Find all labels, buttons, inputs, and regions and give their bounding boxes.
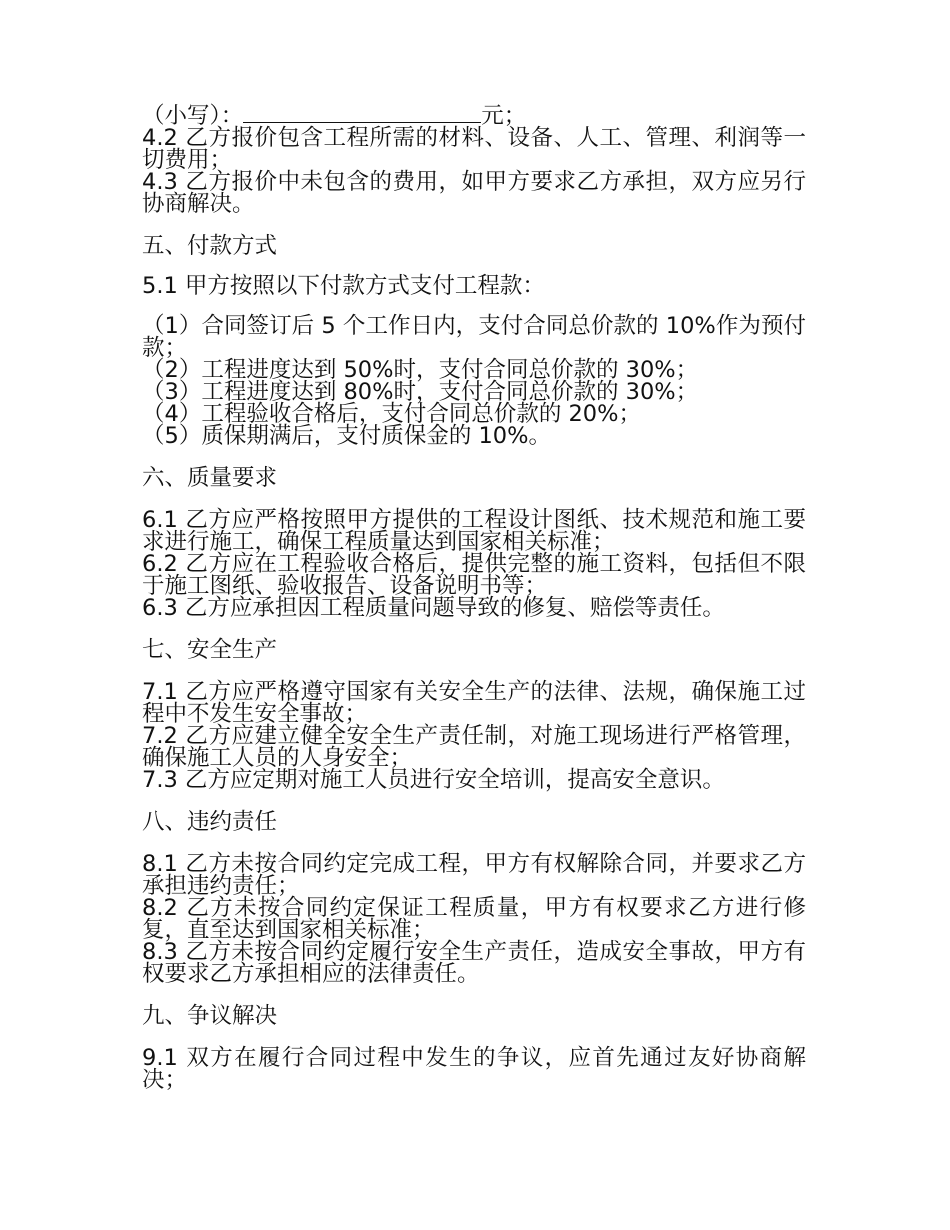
clause-8-3: 8.3 乙方未按合同约定履行安全生产责任，造成安全事故，甲方有权要求乙方承担相应的法律责任。 (142, 939, 806, 987)
clause-7-1: 7.1 乙方应严格遵守国家有关安全生产的法律、法规，确保施工过程中不发生安全事故； (142, 679, 806, 727)
amount-blank-field (243, 104, 481, 123)
clause-7-3: 7.3 乙方应定期对施工人员进行安全培训，提高安全意识。 (142, 767, 725, 793)
section-5-heading: 五、付款方式 (142, 233, 278, 259)
clause-9-1: 9.1 双方在履行合同过程中发生的争议，应首先通过友好协商解决； (142, 1045, 806, 1093)
section-6-heading: 六、质量要求 (142, 465, 278, 491)
payment-item-2: （2）工程进度达到 50%时，支付合同总价款的 30%； (142, 357, 699, 383)
clause-6-2: 6.2 乙方应在工程验收合格后，提供完整的施工资料，包括但不限于施工图纸、验收报告、设备说明书等； (142, 551, 806, 599)
clause-6-3: 6.3 乙方应承担因工程质量问题导致的修复、赔偿等责任。 (142, 595, 725, 621)
section-9-heading: 九、争议解决 (142, 1003, 278, 1029)
amount-small-prefix: （小写）： (142, 103, 244, 129)
amount-small-line (142, 104, 806, 127)
section-7-heading: 七、安全生产 (142, 637, 278, 663)
clause-6-1: 6.1 乙方应严格按照甲方提供的工程设计图纸、技术规范和施工要求进行施工，确保工程质量达到国家相关标准； (142, 507, 806, 555)
payment-item-1: （1）合同签订后 5 个工作日内，支付合同总价款的 10%作为预付款； (142, 313, 806, 361)
contract-page (142, 104, 806, 1091)
clause-8-2: 8.2 乙方未按合同约定保证工程质量，甲方有权要求乙方进行修复，直至达到国家相关标准； (142, 895, 806, 943)
clause-4-2: 4.2 乙方报价包含工程所需的材料、设备、人工、管理、利润等一切费用； (142, 125, 806, 173)
amount-small-suffix: 元； (481, 103, 527, 129)
payment-item-5: （5）质保期满后，支付质保金的 10%。 (142, 423, 551, 449)
clause-8-1: 8.1 乙方未按合同约定完成工程，甲方有权解除合同，并要求乙方承担违约责任； (142, 851, 806, 899)
payment-item-3: （3）工程进度达到 80%时，支付合同总价款的 30%； (142, 379, 699, 405)
clause-5-1: 5.1 甲方按照以下付款方式支付工程款： (142, 273, 545, 299)
clause-4-3: 4.3 乙方报价中未包含的费用，如甲方要求乙方承担，双方应另行协商解决。 (142, 169, 806, 217)
payment-item-4: （4）工程验收合格后，支付合同总价款的 20%； (142, 401, 641, 427)
section-8-heading: 八、违约责任 (142, 809, 278, 835)
clause-7-2: 7.2 乙方应建立健全安全生产责任制，对施工现场进行严格管理，确保施工人员的人身安全； (142, 723, 806, 771)
